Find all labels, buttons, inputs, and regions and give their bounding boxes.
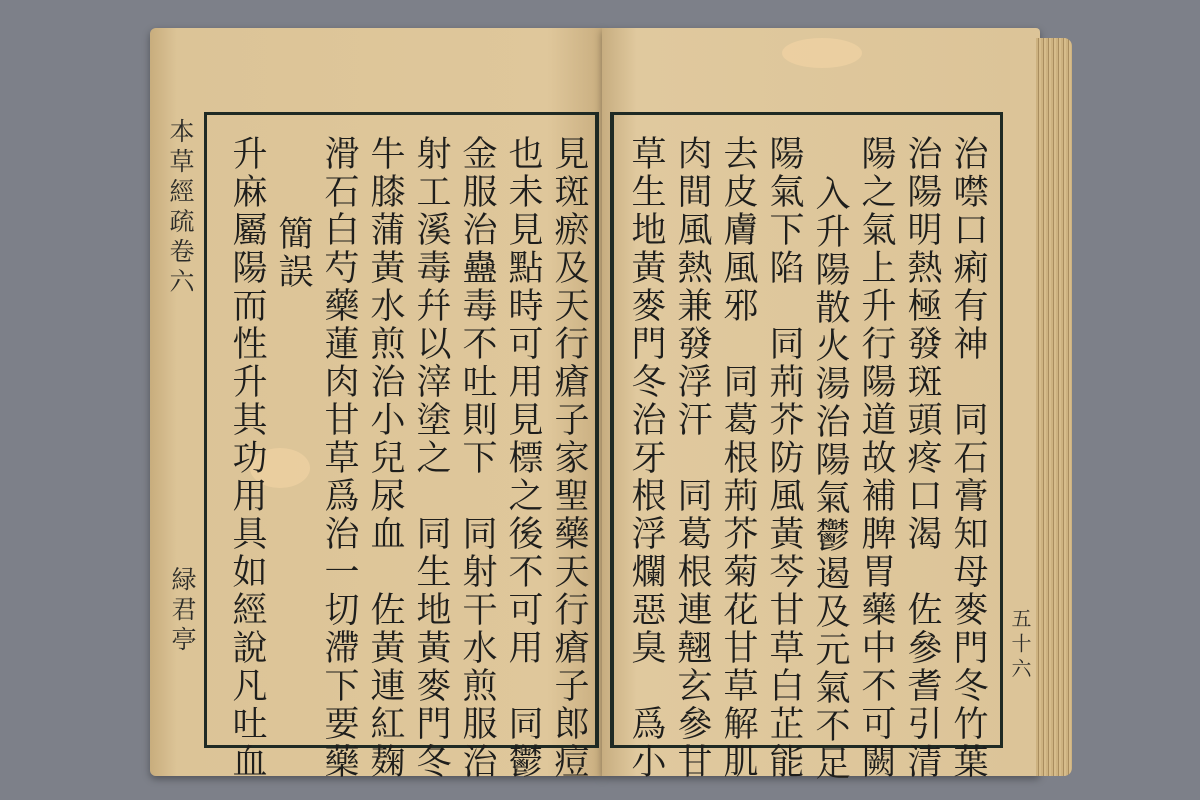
- text-column: 肉間風熱兼發浮汗 同葛根連翹玄參甘: [672, 135, 712, 781]
- publisher-margin: 緑君亭: [168, 566, 197, 656]
- text-column: 去皮膚風邪 同葛根荊芥菊花甘草解肌: [718, 135, 758, 781]
- right-text-frame: [610, 112, 1003, 783]
- left-page: [150, 28, 602, 781]
- text-column: 升麻屬陽而性升其功用具如經說凡吐血: [227, 135, 267, 781]
- open-book: [150, 28, 1070, 783]
- text-column: 金服治蠱毒不吐則下 同射干水煎服治: [457, 135, 497, 781]
- text-column: 入升陽散火湯治陽氣鬱遏及元氣不足: [810, 175, 850, 783]
- text-column: 治噤口痢有神 同石膏知母麥門冬竹葉: [948, 135, 988, 781]
- page-edges: [1036, 38, 1072, 776]
- left-text-frame: [204, 112, 599, 781]
- text-column: 射工溪毒幷以滓塗之 同生地黃麥門冬: [411, 135, 451, 781]
- text-column: 滑石白芍藥蓮肉甘草爲治一切滯下要藥: [319, 135, 359, 781]
- text-column: 見斑瘀及天行瘡子家聖藥天行瘡子郎痘: [549, 135, 589, 781]
- text-column: 陽氣下陷 同荊芥防風黃芩甘草白芷能: [764, 135, 804, 781]
- text-column: 治陽明熱極發斑頭疼口渴 佐參耆引清: [902, 135, 942, 781]
- text-column: 草生地黃麥門冬治牙根浮爛惡臭 爲小: [626, 135, 666, 781]
- folio-number: 五十六: [1008, 608, 1032, 683]
- right-page: [602, 28, 1040, 783]
- text-column: 牛膝蒲黃水煎治小兒尿血 佐黃連紅麹: [365, 135, 405, 781]
- text-column: 也未見點時可用見標之後不可用 同鬱: [503, 135, 543, 781]
- text-column: 陽之氣上升行陽道故補脾胃藥中不可闕: [856, 135, 896, 781]
- section-heading: 簡誤: [273, 215, 313, 291]
- book-title-margin: 本草經疏卷六: [166, 118, 195, 298]
